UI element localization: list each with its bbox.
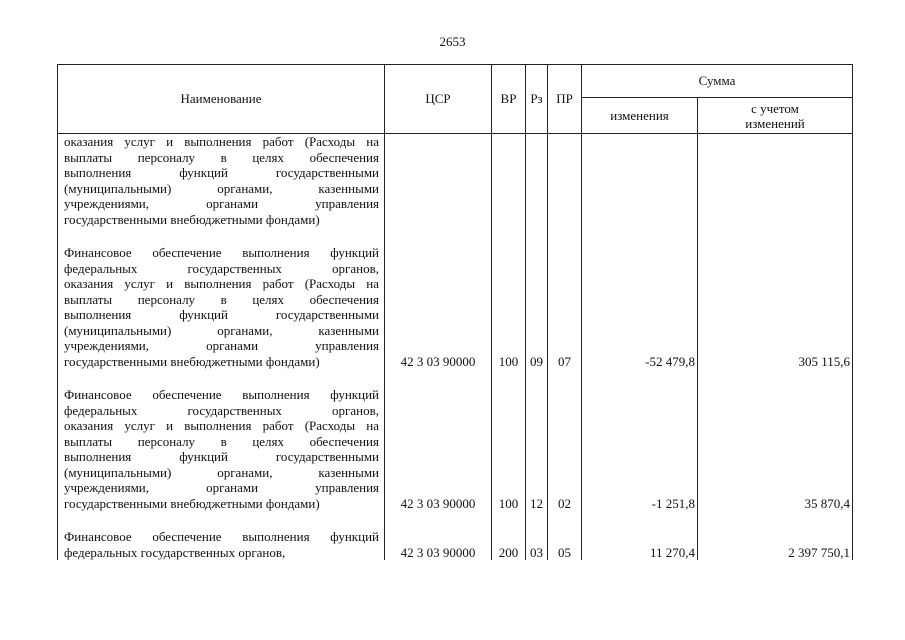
row-total: 2 397 750,1 (698, 529, 853, 560)
row-rz: 12 (526, 387, 548, 511)
spacer-cell (58, 511, 385, 529)
spacer-cell (526, 227, 548, 245)
spacer-cell (58, 227, 385, 245)
row-name-line: учреждениями, органами управления (64, 338, 379, 353)
row-name-line: федеральных государственных органов, (64, 260, 379, 276)
row-pr: 02 (548, 387, 582, 511)
row-name-line: федеральных государственных органов, (64, 402, 379, 418)
row-total (698, 134, 853, 228)
row-name-line: оказания услуг и выполнения работ (Расходы на (64, 418, 379, 433)
row-name-line: выплаты персоналу в целях обеспечения (64, 291, 379, 307)
row-name-line: (муниципальными) органами, казенными (64, 180, 379, 196)
row-change: 11 270,4 (582, 529, 698, 560)
spacer-cell (698, 369, 853, 387)
row-csr: 42 3 03 90000 (385, 529, 492, 560)
row-spacer (58, 227, 853, 245)
table-row (58, 245, 853, 369)
spacer-cell (698, 511, 853, 529)
row-name-line: учреждениями, органами управления (64, 480, 379, 495)
row-csr (385, 134, 492, 228)
row-name-line: выполнения функций государственными (64, 307, 379, 322)
row-csr: 42 3 03 90000 (385, 387, 492, 511)
row-pr: 05 (548, 529, 582, 560)
row-vr (492, 134, 526, 228)
row-name (58, 245, 385, 369)
spacer-cell (548, 511, 582, 529)
header-name: Наименование (58, 65, 385, 134)
row-name-line: (муниципальными) органами, казенными (64, 464, 379, 480)
header-change: изменения (582, 98, 698, 134)
row-change: -1 251,8 (582, 387, 698, 511)
spacer-cell (698, 227, 853, 245)
row-name-line: выполнения функций государственными (64, 449, 379, 464)
row-vr: 100 (492, 387, 526, 511)
row-name-line: Финансовое обеспечение выполнения функций (64, 529, 379, 544)
spacer-cell (582, 369, 698, 387)
row-vr: 200 (492, 529, 526, 560)
row-change: -52 479,8 (582, 245, 698, 369)
row-vr: 100 (492, 245, 526, 369)
header-csr: ЦСР (385, 65, 492, 134)
spacer-cell (385, 369, 492, 387)
row-name-line: Финансовое обеспечение выполнения функций (64, 387, 379, 402)
row-name-line: выплаты персоналу в целях обеспечения (64, 149, 379, 165)
row-name-line: оказания услуг и выполнения работ (Расходы на (64, 276, 379, 291)
header-sum: Сумма (582, 65, 853, 98)
header-vr: ВР (492, 65, 526, 134)
header-pr: ПР (548, 65, 582, 134)
row-spacer (58, 511, 853, 529)
row-name-line: (муниципальными) органами, казенными (64, 322, 379, 338)
spacer-cell (548, 227, 582, 245)
row-csr: 42 3 03 90000 (385, 245, 492, 369)
header-rz: Рз (526, 65, 548, 134)
header-with-change (698, 98, 853, 134)
row-name-line: государственными внебюджетными фондами) (64, 495, 320, 511)
row-name-line: учреждениями, органами управления (64, 196, 379, 211)
page-number: 2653 (439, 34, 466, 49)
row-name-line: выполнения функций государственными (64, 165, 379, 180)
spacer-cell (548, 369, 582, 387)
header-with-change-line2: изменений (745, 115, 805, 131)
row-name-line: Финансовое обеспечение выполнения функций (64, 245, 379, 260)
table-row (58, 387, 853, 511)
row-name-line: государственными внебюджетными фондами) (64, 211, 320, 227)
header-with-change-line1: с учетом (751, 100, 799, 116)
row-name (58, 387, 385, 511)
row-rz (526, 134, 548, 228)
spacer-cell (526, 369, 548, 387)
row-pr (548, 134, 582, 228)
row-name-line: государственными внебюджетными фондами) (64, 353, 320, 369)
spacer-cell (385, 511, 492, 529)
table-row (58, 134, 853, 228)
row-name-line: выплаты персоналу в целях обеспечения (64, 433, 379, 449)
row-pr: 07 (548, 245, 582, 369)
row-rz: 03 (526, 529, 548, 560)
table-row (58, 529, 853, 560)
spacer-cell (58, 369, 385, 387)
row-name (58, 134, 385, 228)
spacer-cell (492, 369, 526, 387)
spacer-cell (582, 511, 698, 529)
row-total: 35 870,4 (698, 387, 853, 511)
row-name-line: оказания услуг и выполнения работ (Расходы на (64, 134, 379, 149)
row-name-line: федеральных государственных органов, (64, 544, 286, 560)
spacer-cell (526, 511, 548, 529)
spacer-cell (492, 511, 526, 529)
spacer-cell (385, 227, 492, 245)
budget-table (57, 64, 853, 560)
row-total: 305 115,6 (698, 245, 853, 369)
table-body (58, 134, 853, 561)
row-name (58, 529, 385, 560)
row-rz: 09 (526, 245, 548, 369)
row-change (582, 134, 698, 228)
spacer-cell (492, 227, 526, 245)
row-spacer (58, 369, 853, 387)
spacer-cell (582, 227, 698, 245)
